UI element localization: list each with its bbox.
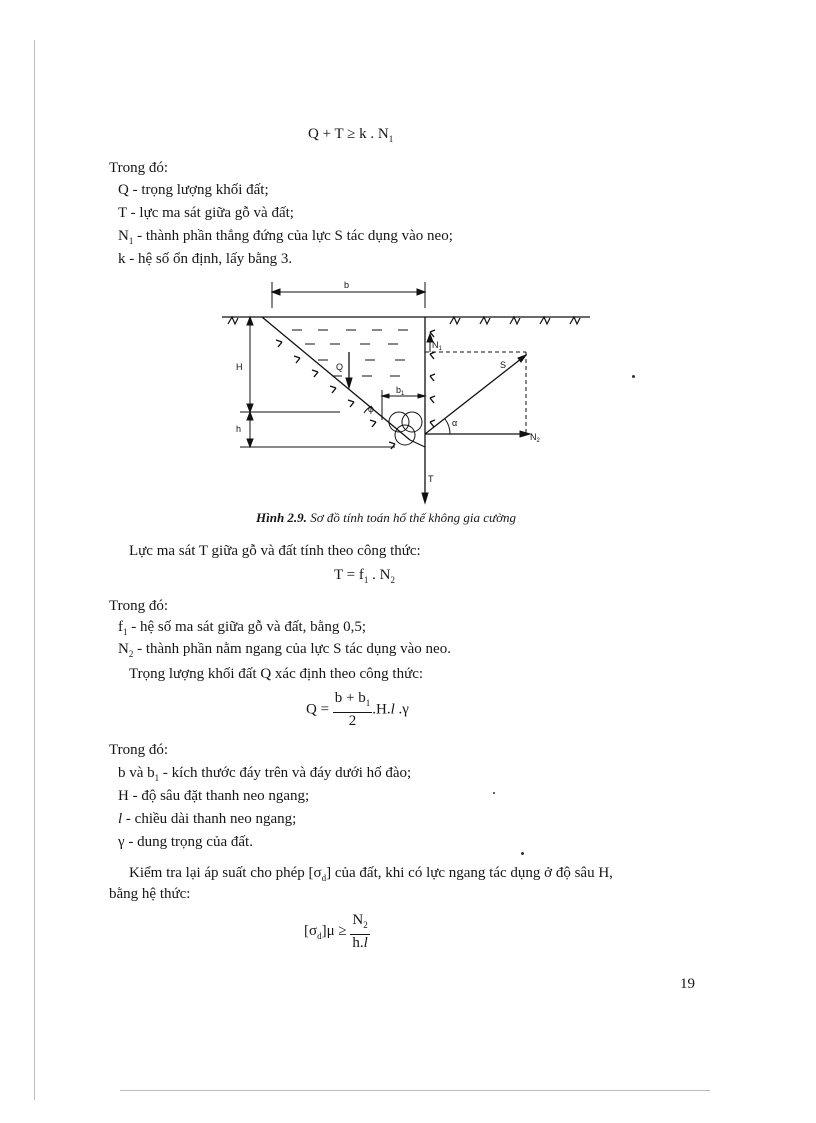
where-1-item-t: T - lực ma sát giữa gỗ và đất;	[118, 205, 294, 221]
label-H: H	[236, 362, 243, 372]
formula-stability-body: Q + T ≥ k . N	[308, 126, 389, 142]
scan-speck	[632, 375, 635, 378]
where-3-item-H: H - độ sâu đặt thanh neo ngang;	[118, 788, 310, 804]
scan-edge-left	[34, 40, 35, 1100]
scan-speck	[493, 792, 495, 794]
label-phi: φ	[368, 404, 374, 414]
scan-footer-line	[120, 1090, 710, 1091]
para-friction: Lực ma sát T giữa gỗ và đất tính theo công thức:	[129, 543, 421, 559]
formula-weight: Q = $\frac{b + b_1}{2}$ .H.l .γ	[306, 690, 409, 729]
para-check-line-1: Kiểm tra lại áp suất cho phép $[\sigma_d]$ của đất, khi có lực ngang tác dụng ở độ sâu H,	[129, 865, 613, 883]
label-alpha: α	[452, 418, 458, 428]
where-2-item-n2: $N_2$ - thành phần nằm ngang của lực S tác dụng vào neo.	[118, 641, 451, 659]
para-weight: Trọng lượng khối đất Q xác định theo công thức:	[129, 666, 424, 682]
formula-pressure: $[\sigma_d]\mu$ ≥ $\frac{N_2}{h.l}$	[304, 912, 368, 951]
where-heading-3: Trong đó:	[109, 742, 169, 758]
where-2-item-f1: $f_1$ - hệ số ma sát giữa gỗ và đất, bằng 0,5;	[118, 619, 366, 637]
where-3-item-gamma: γ - dung trọng của đất.	[118, 834, 253, 850]
where-1-item-q: Q - trọng lượng khối đất;	[118, 182, 269, 198]
figure-caption	[256, 510, 516, 526]
formula-stability-sub: 1	[388, 134, 394, 144]
para-check-line-2: bằng hệ thức:	[109, 886, 191, 902]
label-N2: $N_2$	[530, 432, 540, 444]
figure-anchor-diagram	[0, 272, 816, 532]
label-T: T	[428, 474, 434, 484]
where-heading-1: Trong đó:	[109, 160, 169, 176]
page-number: 19	[680, 976, 695, 992]
label-Q: Q	[336, 362, 344, 372]
formula-stability	[308, 126, 393, 144]
label-b: b	[344, 280, 350, 290]
formula-weight-fraction: $\frac{b + b_1}{2}$	[334, 690, 371, 729]
figure-caption-label: Hình 2.9.	[256, 510, 307, 525]
where-1-item-k: k - hệ số ổn định, lấy bằng 3.	[118, 251, 293, 267]
formula-pressure-fraction: $\frac{N_2}{h.l}$	[352, 912, 368, 951]
where-1-item-n1: $N_1$ - thành phần thẳng đứng của lực S tác dụng vào neo;	[118, 228, 453, 246]
label-N1: $N_1$	[432, 340, 442, 352]
label-h: h	[236, 424, 242, 434]
label-S: S	[500, 360, 507, 370]
label-b1: $b_1$	[396, 385, 405, 397]
where-3-item-l: l - chiều dài thanh neo ngang;	[118, 811, 297, 827]
figure-caption-text: Sơ đồ tính toán hố thế không gia cường	[306, 510, 517, 525]
formula-friction: $T = f_1$ . $N_2$	[334, 567, 395, 585]
where-heading-2: Trong đó:	[109, 598, 169, 614]
scan-speck	[521, 852, 524, 855]
where-3-item-b: b và $b_1$ - kích thước đáy trên và đáy dưới hố đào;	[118, 765, 412, 783]
